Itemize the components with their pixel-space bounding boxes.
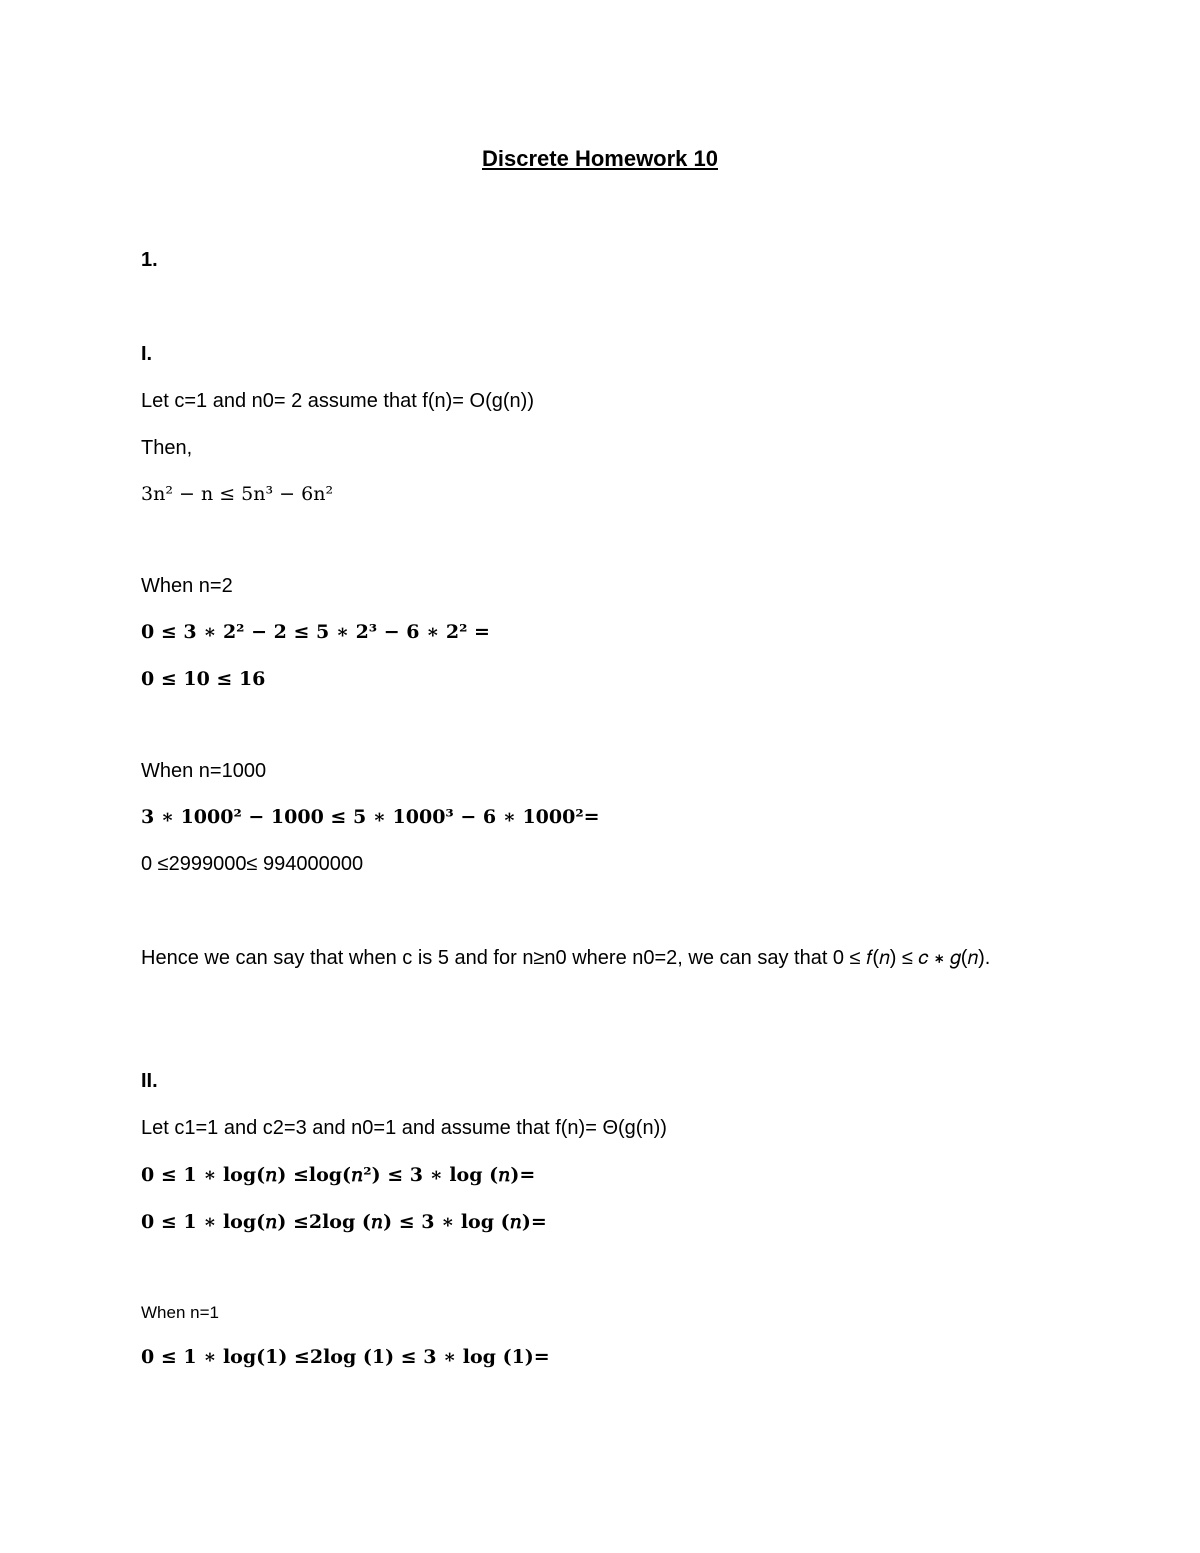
part1-then: Then, [141,437,193,459]
case2-line1: 3 ∗ 1000² − 1000 ≤ 5 ∗ 1000³ − 6 ∗ 1000²= [141,806,600,828]
part1-intro: Let c=1 and n0= 2 assume that f(n)= O(g(n)) [141,390,534,412]
case1-line1: 0 ≤ 3 ∗ 2² − 2 ≤ 5 ∗ 2³ − 6 ∗ 2² = [141,621,490,643]
part2-line2: 0 ≤ 1 ∗ log(𝑛) ≤2log (𝑛) ≤ 3 ∗ log (𝑛)= [141,1211,547,1233]
part2-label: II. [141,1070,158,1092]
case1-label: When n=2 [141,575,233,597]
case1-line2: 0 ≤ 10 ≤ 16 [141,668,266,690]
part2-line1: 0 ≤ 1 ∗ log(𝑛) ≤log(𝑛²) ≤ 3 ∗ log (𝑛)= [141,1164,536,1186]
part2-case-line: 0 ≤ 1 ∗ log(1) ≤2log (1) ≤ 3 ∗ log (1)= [141,1346,550,1368]
case2-label: When n=1000 [141,760,267,782]
part2-intro: Let c1=1 and c2=3 and n0=1 and assume that f(n)= Θ(g(n)) [141,1117,667,1139]
question-number: 1. [141,249,158,271]
case2-line2: 0 ≤2999000≤ 994000000 [141,853,364,875]
part1-conclusion: Hence we can say that when c is 5 and for n≥n0 where n0=2, we can say that 0 ≤ 𝑓(𝑛) ≤ 𝑐 ∗ 𝑔(𝑛). [141,947,991,969]
document-title: Discrete Homework 10 [482,146,718,171]
part2-case-label: When n=1 [141,1303,219,1322]
part1-inequality: 3n² − n ≤ 5n³ − 6n² [141,483,334,505]
part1-label: I. [141,343,153,365]
